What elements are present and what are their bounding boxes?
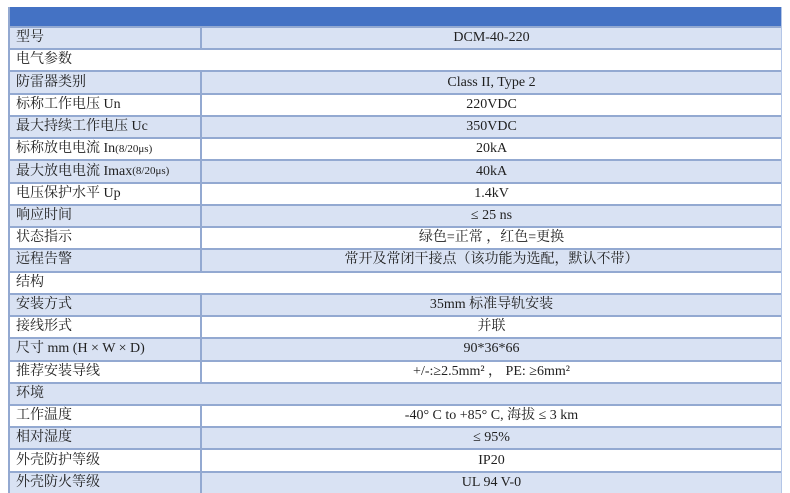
row-label: 标称工作电压 Un xyxy=(16,96,121,112)
row-label: 远程告警 xyxy=(16,252,72,268)
row-label: 安装方式 xyxy=(16,296,72,312)
section-row xyxy=(10,271,781,293)
row-label: 电气参数 xyxy=(16,52,72,68)
row-value: 220VDC xyxy=(200,95,781,115)
row-label: 响应时间 xyxy=(16,207,72,223)
row-label: 相对湿度 xyxy=(16,430,72,446)
table-row xyxy=(10,404,781,426)
row-label: 结构 xyxy=(16,274,44,290)
row-value: +/-:≥2.5mm² ， PE: ≥6mm² xyxy=(200,362,781,382)
row-label: 最大放电电流 Imax (8/20μs) xyxy=(16,163,170,179)
row-label: 标称放电电流 In (8/20μs) xyxy=(16,141,153,157)
row-value: 常开及常闭干接点（该功能为选配，默认不带） xyxy=(200,250,781,270)
table-row xyxy=(10,159,781,181)
row-value: 并联 xyxy=(200,317,781,337)
table-row xyxy=(10,426,781,448)
table-row xyxy=(10,226,781,248)
row-label: 推荐安装导线 xyxy=(16,363,100,379)
row-value: -40° C to +85° C, 海拔 ≤ 3 km xyxy=(200,406,781,426)
table-row xyxy=(10,204,781,226)
row-label: 环境 xyxy=(16,385,44,401)
row-value: ≤ 25 ns xyxy=(200,206,781,226)
row-label: 外壳防火等级 xyxy=(16,474,100,490)
row-value: 90*36*66 xyxy=(200,339,781,359)
table-row xyxy=(10,182,781,204)
table-row xyxy=(10,448,781,470)
table-row xyxy=(10,26,781,48)
table-row xyxy=(10,337,781,359)
table-row xyxy=(10,70,781,92)
row-value: 20kA xyxy=(200,139,781,159)
row-value: DCM-40-220 xyxy=(200,28,781,48)
table-row xyxy=(10,471,781,493)
row-value: IP20 xyxy=(200,450,781,470)
row-label-sub: (8/20μs) xyxy=(132,165,170,178)
row-label: 工作温度 xyxy=(16,408,72,424)
row-value: 绿色=正常 ，红色=更换 xyxy=(200,228,781,248)
row-label: 外壳防护等级 xyxy=(16,452,100,468)
row-value: 40kA xyxy=(200,161,781,181)
spec-rows xyxy=(10,26,781,493)
row-value: 1.4kV xyxy=(200,184,781,204)
row-label: 最大持续工作电压 Uc xyxy=(16,119,148,135)
row-label: 接线形式 xyxy=(16,319,72,335)
table-row xyxy=(10,248,781,270)
table-row xyxy=(10,115,781,137)
section-row xyxy=(10,382,781,404)
row-label: 尺寸 mm (H × W × D) xyxy=(16,341,145,357)
section-row xyxy=(10,48,781,70)
row-value: ≤ 95% xyxy=(200,428,781,448)
row-label: 状态指示 xyxy=(16,230,72,246)
table-row xyxy=(10,315,781,337)
row-value: 350VDC xyxy=(200,117,781,137)
row-label: 型号 xyxy=(16,30,44,46)
row-label: 电压保护水平 Up xyxy=(16,185,121,201)
table-row xyxy=(10,93,781,115)
row-value: 35mm 标准导轨安装 xyxy=(200,295,781,315)
table-row xyxy=(10,293,781,315)
row-value: UL 94 V-0 xyxy=(200,473,781,493)
row-label: 防雷器类别 xyxy=(16,74,86,90)
row-label-sub: (8/20μs) xyxy=(115,142,153,155)
row-value: Class II, Type 2 xyxy=(200,72,781,92)
table-header-bar xyxy=(10,7,781,26)
spec-table xyxy=(8,7,782,493)
table-row xyxy=(10,360,781,382)
table-row xyxy=(10,137,781,159)
